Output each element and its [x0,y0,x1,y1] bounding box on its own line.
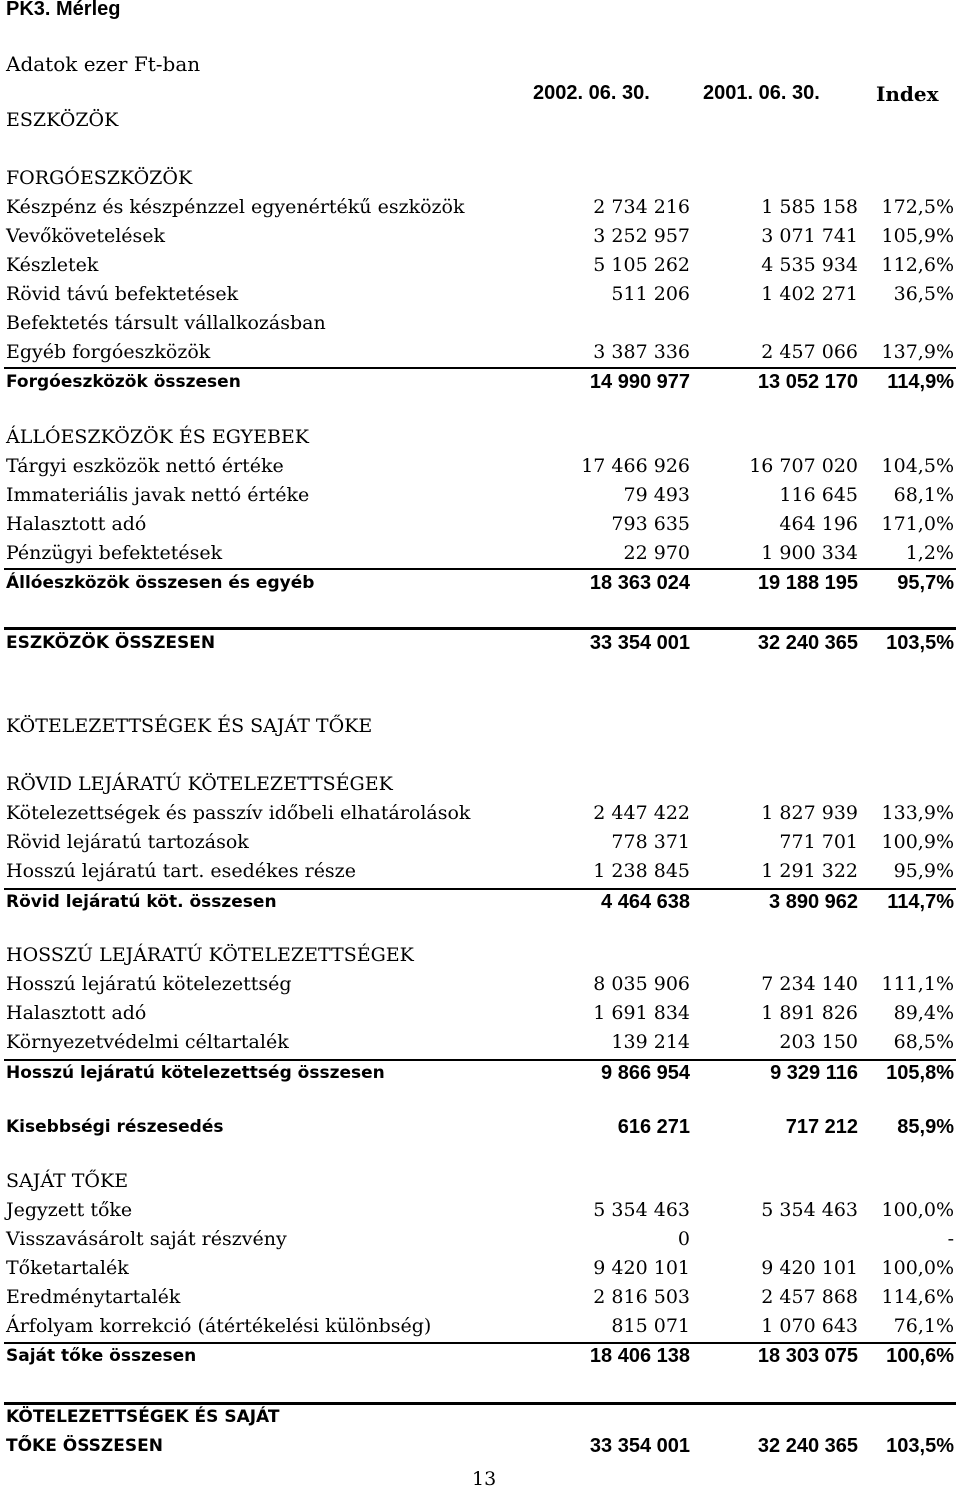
row-label: Egyéb forgóeszközök [6,341,211,363]
table-row [6,252,956,278]
table-row [6,1168,956,1194]
row-label: Rövid lejáratú köt. összesen [6,892,277,912]
value-index: - [947,1228,954,1250]
table-row [6,1060,956,1086]
table-row [6,511,956,537]
row-label: Rövid lejáratú tartozások [6,831,249,853]
row-label: KÖTELEZETTSÉGEK ÉS SAJÁT [6,1407,280,1427]
value-index: 68,5% [893,1031,954,1053]
table-row [6,1313,956,1339]
value-2002: 9 420 101 [593,1257,690,1279]
table-row [6,540,956,566]
table-row [6,942,956,968]
page-title: PK3. Mérleg [6,0,121,20]
row-label: Kötelezettségek és passzív időbeli elhatárolások [6,802,471,824]
table-row [6,1226,956,1252]
value-2002: 1 238 845 [593,860,690,882]
value-2002: 5 354 463 [593,1199,690,1221]
row-label: Halasztott adó [6,513,147,535]
divider [4,568,956,570]
value-2002: 2 734 216 [593,196,690,218]
row-label: Eredménytartalék [6,1286,181,1308]
value-2002: 8 035 906 [593,973,690,995]
row-label: Forgóeszközök összesen [6,372,241,392]
row-label: ESZKÖZÖK [6,109,119,131]
row-label: Hosszú lejáratú kötelezettség [6,973,292,995]
row-label: Tőketartalék [6,1257,129,1279]
value-index: 111,1% [881,973,954,995]
value-2002: 79 493 [623,484,690,506]
table-row [6,570,956,596]
value-index: 137,9% [881,341,954,363]
value-index: 36,5% [893,283,954,305]
value-2001: 1 900 334 [761,542,858,564]
row-label: Visszavásárolt saját részvény [6,1228,287,1250]
value-index: 68,1% [893,484,954,506]
value-2001: 1 402 271 [761,283,858,305]
table-row [6,1255,956,1281]
row-label: Hosszú lejáratú tart. esedékes része [6,860,356,882]
value-2002: 9 866 954 [601,1062,690,1084]
divider [4,1342,956,1344]
value-2001: 1 291 322 [761,860,858,882]
divider [4,1402,956,1405]
row-label: Pénzügyi befektetések [6,542,223,564]
value-2001: 1 891 826 [761,1002,858,1024]
value-2002: 4 464 638 [601,891,690,913]
value-index: 100,0% [881,1257,954,1279]
value-2001: 464 196 [779,513,858,535]
value-2001: 3 890 962 [769,891,858,913]
value-index: 103,5% [886,632,954,654]
value-index: 100,6% [886,1345,954,1367]
row-label: Környezetvédelmi céltartalék [6,1031,289,1053]
value-2001: 16 707 020 [749,455,858,477]
page-number: 13 [472,1468,497,1490]
value-index: 103,5% [886,1435,954,1457]
column-header-2001: 2001. 06. 30. [703,82,820,104]
value-index: 133,9% [881,802,954,824]
value-2002: 793 635 [611,513,690,535]
value-2001: 116 645 [779,484,858,506]
value-index: 89,4% [893,1002,954,1024]
table-row [6,1343,956,1369]
table-row [6,713,956,739]
table-row [6,281,956,307]
value-2001: 32 240 365 [757,632,858,654]
value-index: 114,9% [887,371,954,393]
value-2001: 1 585 158 [761,196,858,218]
value-2001: 771 701 [779,831,858,853]
value-2001: 3 071 741 [761,225,858,247]
table-row [6,971,956,997]
value-index: 104,5% [881,455,954,477]
row-label: SAJÁT TŐKE [6,1170,129,1192]
table-row [6,1433,956,1459]
table-row [6,165,956,191]
value-index: 76,1% [893,1315,954,1337]
table-row [6,889,956,915]
table-row [6,1000,956,1026]
row-label: Tárgyi eszközök nettó értéke [6,455,284,477]
value-2002: 511 206 [611,283,690,305]
table-row [6,223,956,249]
row-label: Rövid távú befektetések [6,283,239,305]
value-index: 114,7% [887,891,954,913]
row-label: RÖVID LEJÁRATÚ KÖTELEZETTSÉGEK [6,773,393,795]
row-label: HOSSZÚ LEJÁRATÚ KÖTELEZETTSÉGEK [6,944,414,966]
value-2002: 17 466 926 [581,455,690,477]
table-row [6,194,956,220]
value-2002: 3 252 957 [593,225,690,247]
value-2001: 2 457 868 [761,1286,858,1308]
table-row [6,630,956,656]
row-label: Készletek [6,254,99,276]
table-row [6,1284,956,1310]
row-label: ÁLLÓESZKÖZÖK ÉS EGYEBEK [6,426,309,448]
table-row [6,1197,956,1223]
value-index: 114,6% [881,1286,954,1308]
table-row [6,1029,956,1055]
table-row [6,107,956,133]
value-2002: 815 071 [611,1315,690,1337]
value-2001: 203 150 [779,1031,858,1053]
value-2002: 616 271 [617,1116,690,1138]
value-2001: 9 329 116 [770,1062,858,1084]
table-row [6,858,956,884]
table-row [6,1114,956,1140]
value-index: 95,7% [897,572,954,594]
column-header-index: Index [876,82,939,106]
value-index: 112,6% [881,254,954,276]
row-label: Befektetés társult vállalkozásban [6,312,326,334]
table-row [6,369,956,395]
value-2001: 5 354 463 [761,1199,858,1221]
value-2002: 2 816 503 [593,1286,690,1308]
value-2002: 22 970 [623,542,690,564]
value-2002: 18 406 138 [589,1345,690,1367]
value-index: 1,2% [905,542,954,564]
value-index: 105,9% [881,225,954,247]
value-2001: 19 188 195 [757,572,858,594]
row-label: Immateriális javak nettó értéke [6,484,310,506]
column-header-2002: 2002. 06. 30. [533,82,650,104]
row-label: Vevőkövetelések [6,225,166,247]
value-2002: 778 371 [611,831,690,853]
value-2001: 1 070 643 [761,1315,858,1337]
row-label: FORGÓESZKÖZÖK [6,167,193,189]
row-label: Kisebbségi részesedés [6,1117,224,1137]
row-label: Saját tőke összesen [6,1346,197,1366]
units-note: Adatok ezer Ft-ban [6,52,201,76]
table-row [6,453,956,479]
value-2001: 32 240 365 [757,1435,858,1457]
table-row [6,339,956,365]
value-index: 100,0% [881,1199,954,1221]
value-2001: 717 212 [785,1116,858,1138]
value-index: 172,5% [881,196,954,218]
table-row [6,482,956,508]
value-2002: 1 691 834 [593,1002,690,1024]
table-row [6,1404,956,1430]
value-2001: 4 535 934 [761,254,858,276]
value-2001: 13 052 170 [757,371,858,393]
value-index: 85,9% [897,1116,954,1138]
value-2002: 14 990 977 [589,371,690,393]
value-index: 95,9% [893,860,954,882]
row-label: Árfolyam korrekció (átértékelési különbség) [6,1315,432,1337]
value-2002: 18 363 024 [589,572,690,594]
table-row [6,771,956,797]
row-label: Állóeszközök összesen és egyéb [6,573,315,593]
value-2001: 1 827 939 [761,802,858,824]
row-label: Készpénz és készpénzzel egyenértékű eszközök [6,196,465,218]
value-2002: 139 214 [611,1031,690,1053]
table-row [6,829,956,855]
divider [4,627,956,630]
value-2002: 5 105 262 [593,254,690,276]
row-label: KÖTELEZETTSÉGEK ÉS SAJÁT TŐKE [6,715,373,737]
table-row [6,800,956,826]
value-2002: 33 354 001 [589,632,690,654]
table-row [6,310,956,336]
divider [4,888,956,890]
divider [4,367,956,369]
value-2001: 7 234 140 [761,973,858,995]
row-label: Halasztott adó [6,1002,147,1024]
value-index: 105,8% [886,1062,954,1084]
divider [4,1059,956,1061]
value-index: 171,0% [881,513,954,535]
value-2002: 3 387 336 [593,341,690,363]
row-label: TŐKE ÖSSZESEN [6,1436,163,1456]
value-2002: 2 447 422 [593,802,690,824]
row-label: Jegyzett tőke [6,1199,133,1221]
value-2002: 0 [677,1228,690,1250]
table-row [6,424,956,450]
value-2002: 33 354 001 [589,1435,690,1457]
value-2001: 9 420 101 [761,1257,858,1279]
row-label: Hosszú lejáratú kötelezettség összesen [6,1063,385,1083]
row-label: ESZKÖZÖK ÖSSZESEN [6,633,216,653]
value-index: 100,9% [881,831,954,853]
value-2001: 2 457 066 [761,341,858,363]
value-2001: 18 303 075 [757,1345,858,1367]
